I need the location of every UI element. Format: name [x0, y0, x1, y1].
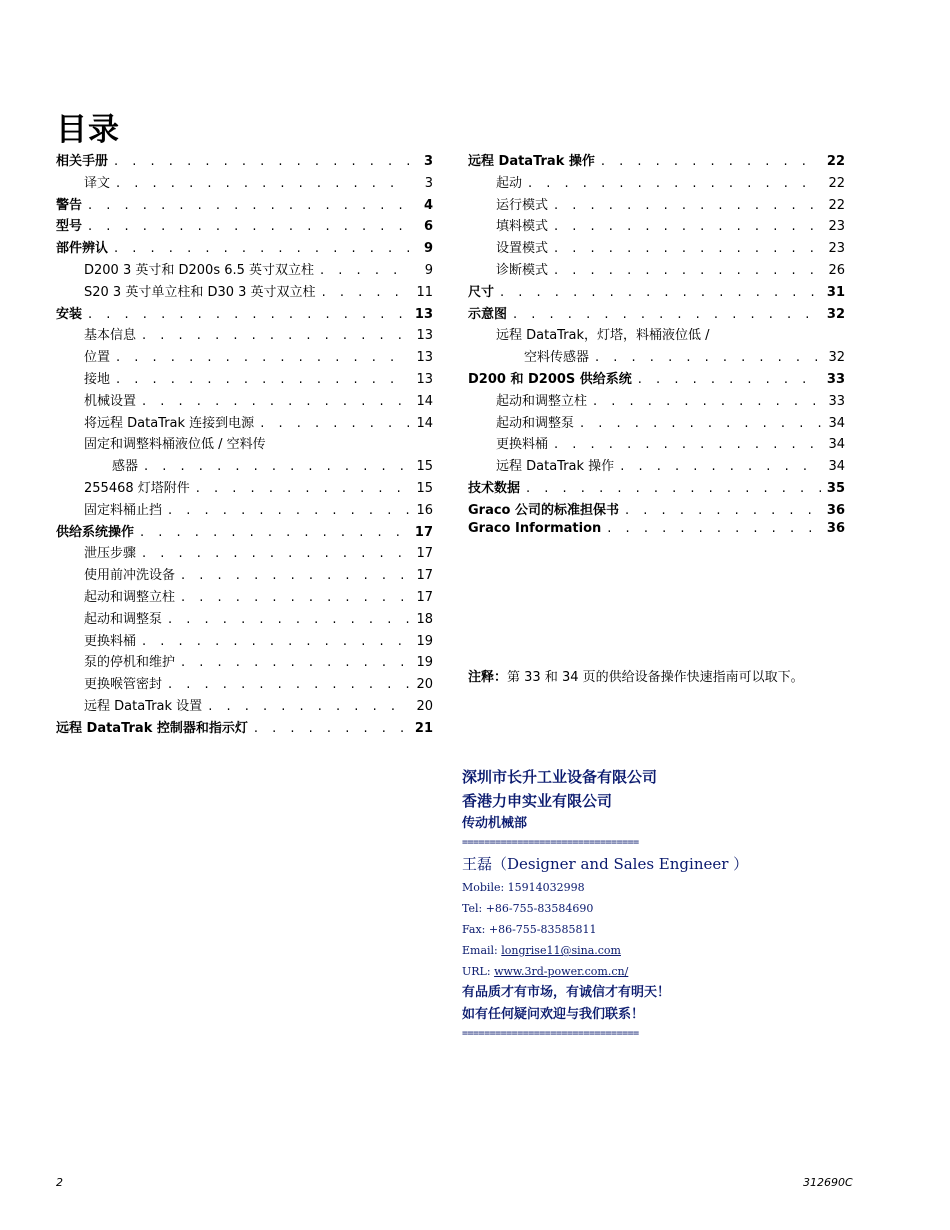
- toc-leader-dots: [142, 634, 409, 649]
- toc-leader-dots: [168, 612, 409, 627]
- toc-entry-page: 13: [416, 371, 433, 387]
- toc-entry-page: 17: [416, 546, 433, 562]
- toc-leader-dots: [625, 503, 821, 518]
- toc-entry-title: 起动和调整泵: [496, 415, 575, 431]
- toc-entry[interactable]: [56, 150, 433, 172]
- toc-entry-title: 供给系统操作: [56, 524, 135, 540]
- toc-leader-dots: [607, 521, 821, 536]
- toc-entry-page: 18: [416, 611, 433, 627]
- toc-leader-dots: [554, 437, 821, 452]
- toc-leader-dots: [142, 546, 409, 561]
- email-label: Email:: [462, 944, 502, 957]
- separator-bottom: ================================: [462, 1028, 639, 1039]
- toc-entry-page: 9: [424, 262, 433, 278]
- toc-entry-title: 起动: [496, 175, 523, 191]
- toc-entry[interactable]: [56, 237, 433, 259]
- toc-leader-dots: [142, 328, 409, 343]
- toc-leader-dots: [593, 394, 821, 409]
- toc-leader-dots: [554, 198, 821, 213]
- toc-entry-page: 32: [828, 350, 845, 366]
- toc-leader-dots: [601, 154, 821, 169]
- toc-leader-dots: [554, 219, 821, 234]
- toc-entry[interactable]: [468, 303, 845, 325]
- toc-entry-title: 基本信息: [84, 328, 137, 344]
- toc-entry-page: 34: [828, 415, 845, 431]
- toc-leader-dots: [114, 241, 409, 256]
- toc-entry[interactable]: [56, 542, 433, 564]
- slogan-2: 如有任何疑问欢迎与我们联系！: [462, 1007, 645, 1022]
- toc-entry[interactable]: [56, 390, 433, 412]
- toc-entry[interactable]: [56, 673, 433, 695]
- toc-entry-page: 34: [828, 437, 845, 453]
- toc-entry-page: 19: [416, 655, 433, 671]
- toc-entry[interactable]: [468, 150, 845, 172]
- toc-entry-page: 16: [416, 502, 433, 518]
- toc-entry-page: 36: [826, 502, 845, 518]
- toc-entry-title: 机械设置: [84, 393, 137, 409]
- toc-entry[interactable]: [56, 455, 433, 477]
- toc-leader-dots: [140, 525, 409, 540]
- toc-leader-dots: [320, 263, 409, 278]
- toc-entry-title: D200 和 D200S 供给系统: [468, 371, 632, 387]
- toc-leader-dots: [526, 481, 821, 496]
- toc-entry-page: 22: [828, 197, 845, 213]
- toc-leader-dots: [181, 590, 409, 605]
- toc-entry[interactable]: [468, 390, 845, 412]
- toc-entry-title: 泵的停机和维护: [84, 655, 176, 671]
- toc-entry-title: 警告: [56, 197, 83, 213]
- toc-entry-title: 更换料桶: [84, 633, 137, 649]
- toc-leader-dots: [513, 307, 821, 322]
- toc-entry[interactable]: [468, 237, 845, 259]
- toc-entry-page: 3: [423, 154, 433, 169]
- note: [468, 668, 838, 688]
- toc-entry-title: 诊断模式: [496, 262, 549, 278]
- toc-entry-page: 32: [826, 306, 845, 322]
- toc-entry-page: 35: [826, 480, 845, 496]
- toc-entry-page: 26: [828, 262, 845, 278]
- toc-entry-title: 位置: [84, 350, 111, 366]
- toc-entry-page: 13: [416, 328, 433, 344]
- toc-entry-title: 安装: [56, 306, 83, 322]
- toc-entry-title: 运行模式: [496, 197, 549, 213]
- toc-leader-dots: [322, 285, 409, 300]
- toc-entry[interactable]: [56, 172, 433, 194]
- toc-entry[interactable]: [468, 433, 845, 455]
- toc-leader-dots: [595, 350, 821, 365]
- toc-entry-title: 起动和调整泵: [84, 611, 163, 627]
- toc-entry-page: 6: [423, 219, 433, 235]
- toc-entry-page: 14: [416, 393, 433, 409]
- toc-entry-page: 11: [416, 284, 433, 300]
- toc-entry[interactable]: [56, 433, 433, 455]
- toc-entry[interactable]: [56, 564, 433, 586]
- toc-entry-title: 远程 DataTrak 操作: [496, 459, 615, 475]
- note-label: 注释：: [468, 670, 508, 685]
- doc-number: 312690C: [803, 1176, 853, 1189]
- toc-entry-title: 接地: [84, 371, 111, 387]
- toc-entry[interactable]: [468, 194, 845, 216]
- toc-entry[interactable]: [56, 651, 433, 673]
- toc-leader-dots: [88, 307, 409, 322]
- company-name-2: 香港力申实业有限公司: [462, 792, 613, 810]
- toc-entry[interactable]: [56, 324, 433, 346]
- toc-entry[interactable]: [468, 368, 845, 390]
- page-number: 2: [56, 1176, 63, 1189]
- toc-entry-title: 固定料桶止挡: [84, 502, 163, 518]
- toc-entry[interactable]: [56, 630, 433, 652]
- toc-entry-title: S20 3 英寸单立柱和 D30 3 英寸双立柱: [84, 284, 316, 300]
- toc-right-column: [468, 150, 845, 542]
- toc-entry-title: 更换料桶: [496, 437, 549, 453]
- toc-entry-page: 34: [828, 459, 845, 475]
- toc-entry-page: 17: [414, 524, 433, 540]
- company-name-1: 深圳市长升工业设备有限公司: [462, 768, 658, 786]
- toc-entry-title: Graco Information: [468, 520, 602, 536]
- toc-entry-page: 13: [414, 306, 433, 322]
- toc-entry-title: 型号: [56, 219, 83, 235]
- toc-leader-dots: [168, 677, 409, 692]
- toc-entry[interactable]: [56, 303, 433, 325]
- toc-entry-page: 23: [828, 241, 845, 257]
- toc-entry[interactable]: [468, 521, 845, 543]
- toc-leader-dots: [208, 699, 409, 714]
- toc-leader-dots: [181, 568, 409, 583]
- toc-entry-title: 尺寸: [468, 284, 495, 300]
- toc-entry[interactable]: [468, 346, 845, 368]
- toc-left-column: [56, 150, 433, 739]
- toc-entry-page: 20: [416, 698, 433, 714]
- toc-leader-dots: [196, 481, 409, 496]
- toc-entry-title: 部件辨认: [56, 241, 109, 257]
- toc-leader-dots: [500, 285, 821, 300]
- toc-entry[interactable]: [56, 215, 433, 237]
- toc-entry[interactable]: [56, 368, 433, 390]
- toc-entry[interactable]: [56, 499, 433, 521]
- toc-leader-dots: [554, 241, 821, 256]
- toc-leader-dots: [116, 176, 409, 191]
- toc-entry[interactable]: [468, 477, 845, 499]
- toc-entry-title: 起动和调整立柱: [84, 589, 176, 605]
- toc-entry-page: 3: [424, 175, 433, 191]
- toc-entry-title: 远程 DataTrak 控制器和指示灯: [56, 720, 248, 736]
- toc-entry-title: 远程 DataTrak 操作: [468, 154, 595, 169]
- toc-leader-dots: [144, 459, 409, 474]
- toc-entry[interactable]: [468, 281, 845, 303]
- note-text: 第 33 和 34 页的供给设备操作快速指南可以取下。: [507, 670, 804, 685]
- contact-block: [462, 765, 792, 1042]
- toc-entry-page: 13: [416, 350, 433, 366]
- contact-name: 王磊（Designer and Sales Engineer ）: [462, 855, 749, 873]
- toc-leader-dots: [638, 372, 821, 387]
- toc-leader-dots: [114, 154, 409, 169]
- toc-entry-title: 将远程 DataTrak 连接到电源: [84, 415, 255, 431]
- toc-entry[interactable]: [468, 455, 845, 477]
- email-line: [462, 940, 792, 961]
- toc-leader-dots: [88, 198, 409, 213]
- toc-entry[interactable]: [468, 412, 845, 434]
- toc-entry[interactable]: [468, 172, 845, 194]
- toc-entry-title: 填料模式: [496, 219, 549, 235]
- toc-entry-title: 译文: [84, 175, 111, 191]
- mobile: Mobile: 15914032998: [462, 881, 585, 894]
- toc-leader-dots: [580, 416, 821, 431]
- toc-entry-page: 31: [826, 284, 845, 300]
- url-label: URL:: [462, 965, 495, 978]
- tel: Tel: +86-755-83584690: [462, 902, 594, 915]
- toc-entry-title: 固定和调整料桶液位低 / 空料传: [84, 437, 266, 453]
- toc-entry-title: 远程 DataTrak 设置: [84, 698, 203, 714]
- toc-entry-page: 9: [423, 241, 433, 257]
- email-link[interactable]: longrise11@sina.com: [501, 944, 621, 957]
- toc-leader-dots: [528, 176, 821, 191]
- toc-leader-dots: [88, 219, 409, 234]
- url-link[interactable]: www.3rd-power.com.cn/: [494, 965, 629, 978]
- toc-entry[interactable]: [468, 215, 845, 237]
- toc-leader-dots: [116, 350, 409, 365]
- toc-entry-page: 4: [423, 197, 433, 213]
- toc-entry[interactable]: [56, 586, 433, 608]
- toc-entry-title: 空料传感器: [524, 350, 590, 366]
- toc-entry[interactable]: [56, 608, 433, 630]
- toc-entry-page: 17: [416, 568, 433, 584]
- toc-entry[interactable]: [56, 259, 433, 281]
- toc-entry-title: 更换喉管密封: [84, 677, 163, 693]
- toc-entry-title: 示意图: [468, 306, 508, 322]
- toc-entry-title: D200 3 英寸和 D200s 6.5 英寸双立柱: [84, 262, 315, 278]
- url-line: [462, 961, 792, 982]
- toc-leader-dots: [620, 459, 821, 474]
- toc-leader-dots: [142, 394, 409, 409]
- slogan-1: 有品质才有市场，有诚信才有明天！: [462, 985, 671, 1000]
- toc-entry[interactable]: [56, 521, 433, 543]
- toc-entry-title: 远程 DataTrak，灯塔，料桶液位低 /: [496, 328, 710, 344]
- toc-entry-title: 255468 灯塔附件: [84, 480, 190, 496]
- toc-entry[interactable]: [56, 412, 433, 434]
- toc-entry-title: 相关手册: [56, 154, 109, 169]
- toc-entry-page: 33: [828, 393, 845, 409]
- toc-entry-page: 15: [416, 480, 433, 496]
- toc-leader-dots: [168, 503, 409, 518]
- toc-entry-title: 泄压步骤: [84, 546, 137, 562]
- toc-entry[interactable]: [56, 477, 433, 499]
- toc-leader-dots: [181, 655, 409, 670]
- toc-entry-page: 17: [416, 589, 433, 605]
- toc-entry-page: 23: [828, 219, 845, 235]
- toc-entry-title: Graco 公司的标准担保书: [468, 502, 620, 518]
- toc-leader-dots: [116, 372, 409, 387]
- toc-entry-page: 22: [828, 175, 845, 191]
- toc-entry-page: 22: [826, 154, 845, 169]
- toc-entry[interactable]: [468, 259, 845, 281]
- toc-leader-dots: [260, 416, 409, 431]
- toc-entry-title: 感器: [112, 459, 139, 475]
- toc-entry-page: 19: [416, 633, 433, 649]
- toc-entry-page: 21: [414, 720, 433, 736]
- separator-top: ================================: [462, 837, 639, 848]
- toc-entry-title: 技术数据: [468, 480, 521, 496]
- toc-entry[interactable]: [468, 324, 845, 346]
- toc-entry[interactable]: [468, 499, 845, 521]
- toc-entry-title: 设置模式: [496, 241, 549, 257]
- toc-entry-page: 20: [416, 677, 433, 693]
- toc-leader-dots: [554, 263, 821, 278]
- toc-entry[interactable]: [56, 281, 433, 303]
- toc-entry-title: 起动和调整立柱: [496, 393, 588, 409]
- page-title: 目录: [56, 112, 120, 148]
- fax: Fax: +86-755-83585811: [462, 923, 597, 936]
- toc-entry[interactable]: [56, 717, 433, 739]
- toc-entry-page: 15: [416, 459, 433, 475]
- toc-entry-page: 36: [826, 520, 845, 536]
- toc-entry-page: 14: [416, 415, 433, 431]
- toc-entry[interactable]: [56, 346, 433, 368]
- toc-entry[interactable]: [56, 194, 433, 216]
- toc-entry[interactable]: [56, 695, 433, 717]
- toc-entry-page: 33: [826, 371, 845, 387]
- toc-leader-dots: [254, 721, 409, 736]
- department: 传动机械部: [462, 816, 528, 831]
- toc-entry-title: 使用前冲洗设备: [84, 568, 176, 584]
